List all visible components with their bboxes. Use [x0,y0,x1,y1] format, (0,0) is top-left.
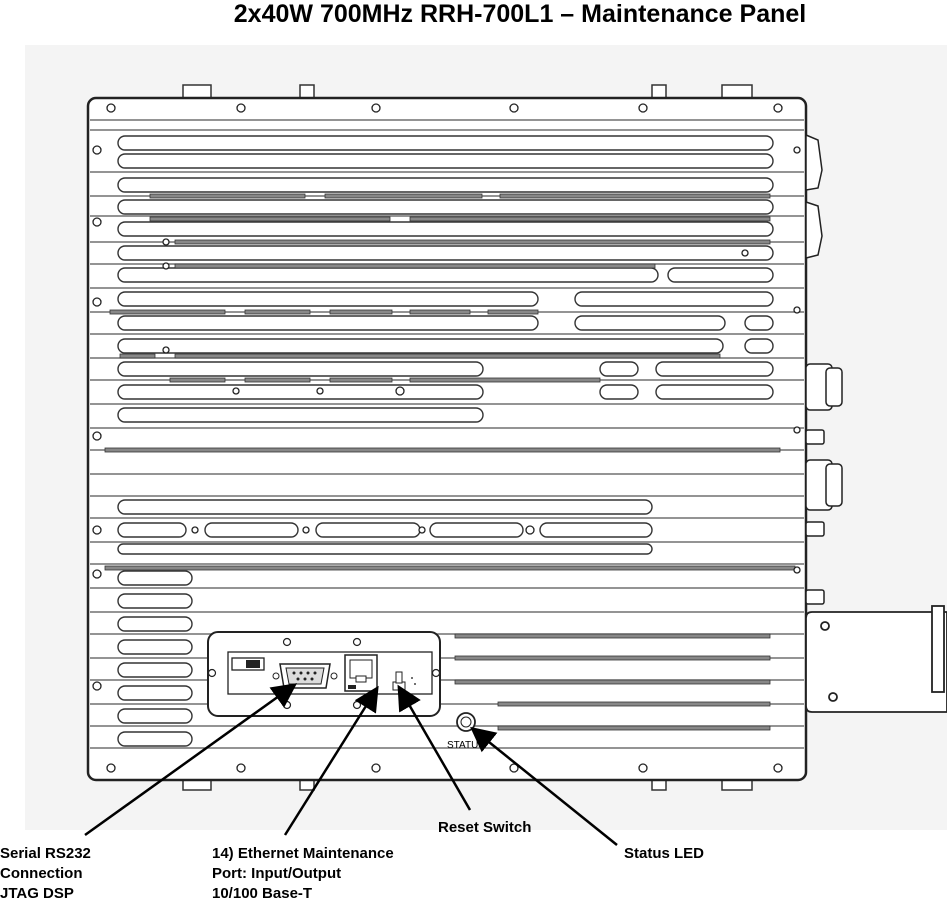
ethernet-callout-line3: 10/100 Base-T [212,885,313,902]
ethernet-callout-line2: Port: Input/Output [212,865,342,882]
reset-callout-line1: Reset Switch [438,819,532,836]
serial-callout-line1: Serial RS232 [0,845,91,862]
status-led-callout [624,844,704,864]
serial-callout-line3: JTAG DSP [0,885,74,902]
ethernet-callout-line1: 14) Ethernet Maintenance [212,845,394,862]
maintenance-panel [208,632,440,716]
slide-switch-knob [246,660,260,668]
mounting-bracket [806,606,947,712]
status-led-marking: STATUS [447,740,485,751]
serial-callout [0,844,91,904]
serial-callout-line2: Connection [0,865,83,882]
ethernet-callout [212,844,394,904]
reset-callout [438,818,531,838]
diagram-title: 2x40W 700MHz RRH-700L1 – Maintenance Panel [233,0,807,28]
status-led [457,713,475,731]
ethernet-port [345,655,377,691]
status-led-callout-line1: Status LED [624,845,705,862]
